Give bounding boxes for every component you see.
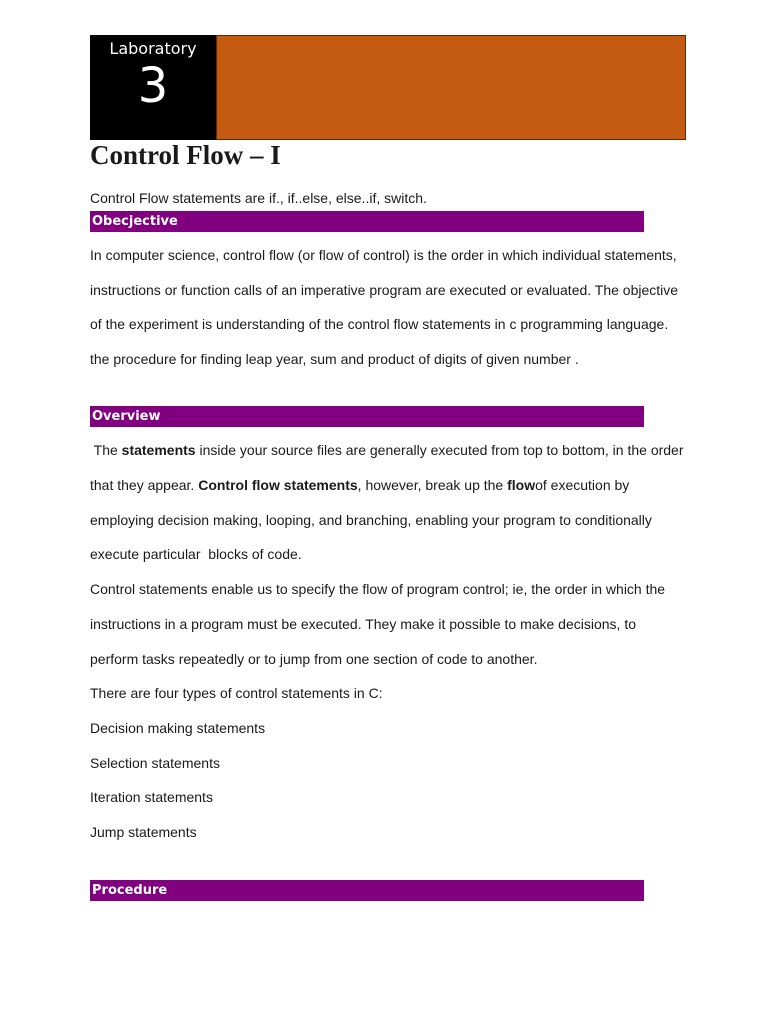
overview-line: Control statements enable us to specify the flow of program control; ie, the order in which the [90, 581, 666, 597]
header-banner [216, 35, 686, 140]
list-item: Iteration statements [90, 789, 213, 805]
intro-text: Control Flow statements are if., if..else, else..if, switch. [90, 190, 427, 206]
bold-term: statements [121, 442, 196, 458]
lab-word: Laboratory [109, 39, 197, 58]
overview-line: The statements inside your source files are generally executed from top to bottom, in the order [90, 442, 684, 458]
overview-line: instructions in a program must be executed. They make it possible to make decisions, to [90, 616, 637, 632]
section-bar-objective: Obecjective [90, 211, 644, 232]
objective-line: instructions or function calls of an imperative program are executed or evaluated. The objective [90, 282, 679, 298]
objective-line: In computer science, control flow (or flow of control) is the order in which individual statements, [90, 247, 677, 263]
list-item: Jump statements [90, 824, 197, 840]
list-item: Decision making statements [90, 720, 266, 736]
list-item: Selection statements [90, 755, 220, 771]
lab-number-box [90, 35, 216, 140]
overview-line: execute particular blocks of code. [90, 546, 302, 562]
objective-line: of the experiment is understanding of the control flow statements in c programming language. [90, 316, 669, 332]
overview-line: that they appear. Control flow statements, however, break up the flowof execution by [90, 477, 630, 493]
overview-line: There are four types of control statements in C: [90, 685, 383, 701]
overview-line: perform tasks repeatedly or to jump from one section of code to another. [90, 651, 538, 667]
page-title: Control Flow – I [90, 140, 281, 170]
bold-term: flow [507, 477, 536, 493]
lab-header [90, 35, 686, 140]
objective-line: the procedure for finding leap year, sum and product of digits of given number . [90, 351, 579, 367]
section-bar-overview: Overview [90, 406, 644, 427]
bold-term: Control flow statements [198, 477, 358, 493]
section-bar-procedure: Procedure [90, 880, 644, 901]
lab-number: 3 [137, 58, 169, 114]
overview-line: employing decision making, looping, and branching, enabling your program to conditionally [90, 512, 652, 528]
